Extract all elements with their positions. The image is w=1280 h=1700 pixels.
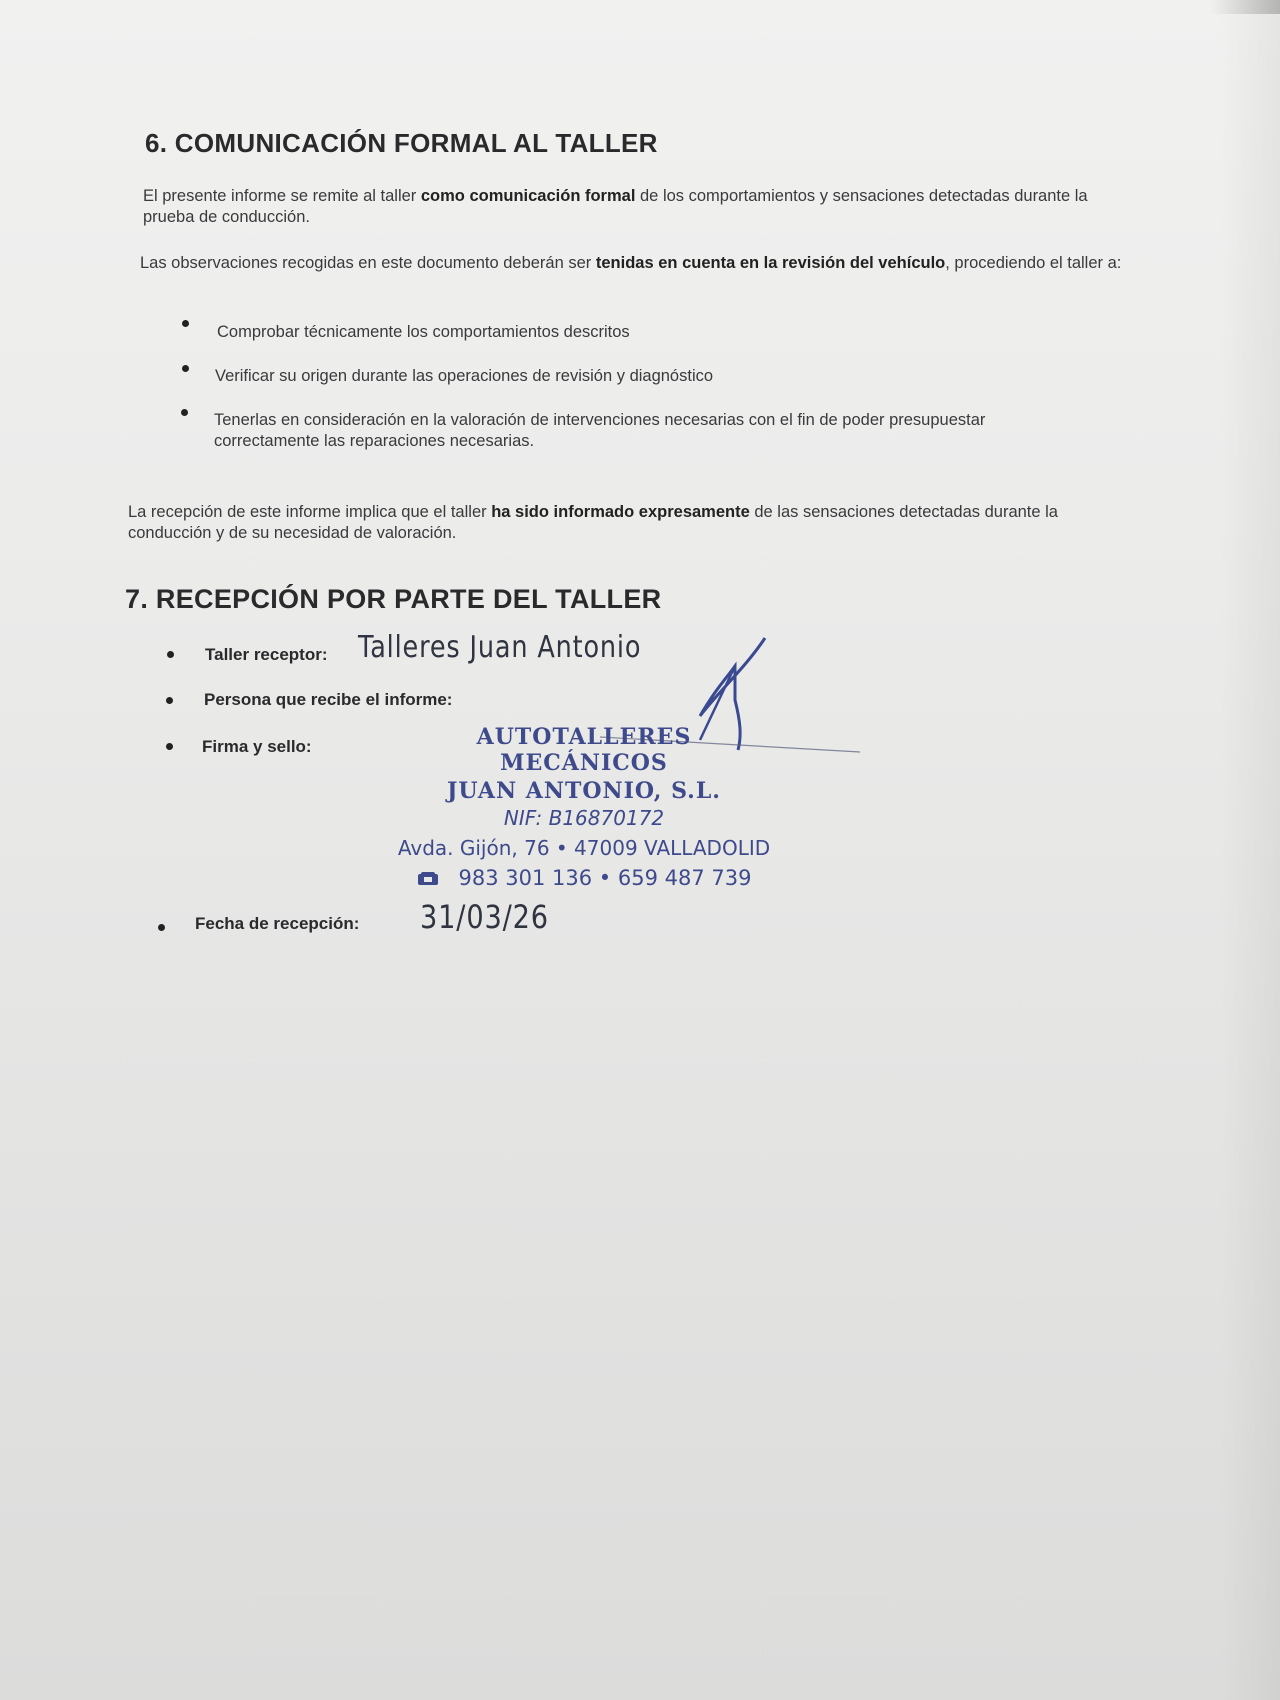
- section-7-title: 7. RECEPCIÓN POR PARTE DEL TALLER: [125, 584, 662, 614]
- paragraph-3-bold: ha sido informado expresamente: [491, 503, 750, 521]
- paragraph-1-bold: como comunicación formal: [420, 187, 636, 205]
- bullet-item-2: Verificar su origen durante las operaciones de revisión y diagnóstico: [215, 367, 714, 385]
- paragraph-3-text-c: de las sensaciones detectadas durante la conducción y de su necesidad de valoración.: [128, 503, 1058, 542]
- section-6-paragraph-1: [143, 186, 1103, 228]
- field-dot-persona: [166, 697, 173, 704]
- taller-receptor-label: Taller receptor:: [205, 645, 328, 664]
- stamp-company-name-line-1: AUTOTALLERES MECÁNICOS: [476, 724, 692, 776]
- field-dot-fecha: [158, 924, 165, 931]
- persona-recibe-label: Persona que recibe el informe:: [204, 690, 453, 709]
- bullet-item-1: Comprobar técnicamente los comportamientos descritos: [217, 323, 630, 341]
- bullet-item-3: Tenerlas en consideración en la valoración de intervenciones necesarias con el fin de poder presupuestar correctamente las reparaciones necesarias.: [214, 411, 986, 450]
- bullet-dot-1: [182, 320, 189, 327]
- stamp-phone-numbers: 983 301 136 • 659 487 739: [458, 866, 752, 890]
- paragraph-2-text-a: Las observaciones recogidas en este documento deberán ser: [140, 254, 596, 272]
- stamp-nif: NIF: B16870172: [503, 806, 665, 830]
- firma-sello-label: Firma y sello:: [202, 737, 312, 756]
- taller-receptor-handwritten-value: Talleres Juan Antonio: [358, 630, 642, 665]
- section-6-paragraph-3: [128, 502, 1088, 544]
- page-shadow: [1220, 0, 1280, 1700]
- fecha-recepcion-handwritten-value: 31/03/26: [420, 898, 549, 936]
- stamp-address: Avda. Gijón, 76 • 47009 VALLADOLID: [397, 836, 771, 860]
- phone-icon: [417, 872, 439, 886]
- page-corner-shadow: [1210, 0, 1280, 14]
- paragraph-2-text-c: , procediendo el taller a:: [945, 254, 1122, 272]
- fecha-recepcion-label: Fecha de recepción:: [195, 914, 360, 933]
- stamp-company-name-line-2: JUAN ANTONIO, S.L.: [447, 778, 721, 804]
- paragraph-3-text-a: La recepción de este informe implica que el taller: [128, 503, 492, 521]
- paragraph-1-text-c: de los comportamientos y sensaciones detectadas durante la prueba de conducción.: [143, 187, 1088, 226]
- bullet-dot-2: [182, 365, 189, 372]
- field-dot-taller: [167, 651, 174, 658]
- section-6-title: 6. COMUNICACIÓN FORMAL AL TALLER: [145, 128, 658, 158]
- bullet-dot-3: [181, 409, 188, 416]
- paragraph-2-bold: tenidas en cuenta en la revisión del vehículo: [595, 254, 946, 272]
- section-6-paragraph-2: [140, 253, 1125, 274]
- paragraph-1-text-a: El presente informe se remite al taller: [143, 187, 421, 205]
- stamp-phones: [392, 866, 776, 890]
- field-dot-firma: [166, 743, 173, 750]
- company-stamp: [392, 724, 776, 890]
